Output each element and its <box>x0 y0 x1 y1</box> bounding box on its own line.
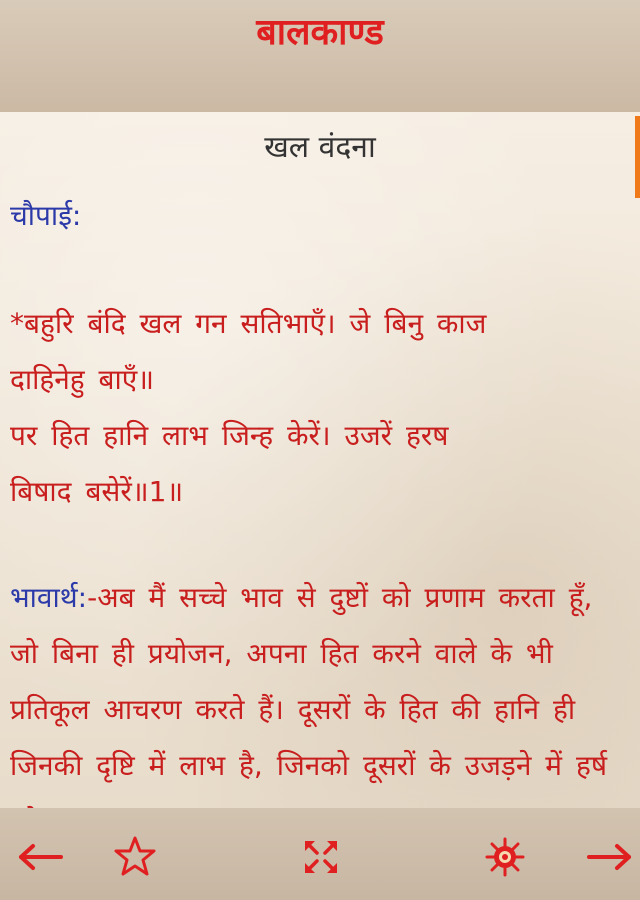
previous-button[interactable] <box>16 832 66 882</box>
scrollbar-thumb[interactable] <box>635 116 640 198</box>
section-heading: खल वंदना <box>264 130 376 165</box>
arrow-right-icon <box>585 842 633 872</box>
settings-button[interactable] <box>480 832 530 882</box>
favorite-button[interactable] <box>110 832 160 882</box>
header-bar <box>0 0 640 112</box>
fullscreen-icon <box>303 839 339 875</box>
chapter-title: बालकाण्ड <box>256 12 384 53</box>
settings-wheel-icon <box>485 837 525 877</box>
reading-pane[interactable] <box>0 112 640 808</box>
verse-line: बिषाद बसेरें॥1॥ <box>10 475 184 508</box>
verse-line: *बहुरि बंदि खल गन सतिभाएँ। जे बिनु काज <box>10 307 487 340</box>
bottom-toolbar <box>0 808 640 900</box>
next-button[interactable] <box>584 832 634 882</box>
star-icon <box>113 835 157 879</box>
arrow-left-icon <box>17 842 65 872</box>
verse-text <box>10 296 620 520</box>
meaning-text: -अब मैं सच्चे भाव से दुष्टों को प्रणाम करता हूँ, जो बिना ही प्रयोजन, अपना हित करने वाले के भी प्रतिकूल आचरण करते हैं। दूसरों के हित की हानि ही जिनकी दृष्टि में लाभ है, जिनको दूसरों के उजड़ने में हर्ष <box>10 581 607 782</box>
verse-line: पर हित हानि लाभ जिन्ह केरें। उजरें हरष <box>10 419 449 452</box>
fullscreen-button[interactable] <box>296 832 346 882</box>
chaupai-label: चौपाई: <box>10 199 82 232</box>
verse-line: दाहिनेहु बाएँ॥ <box>10 363 155 396</box>
meaning-label: भावार्थ: <box>10 581 88 614</box>
